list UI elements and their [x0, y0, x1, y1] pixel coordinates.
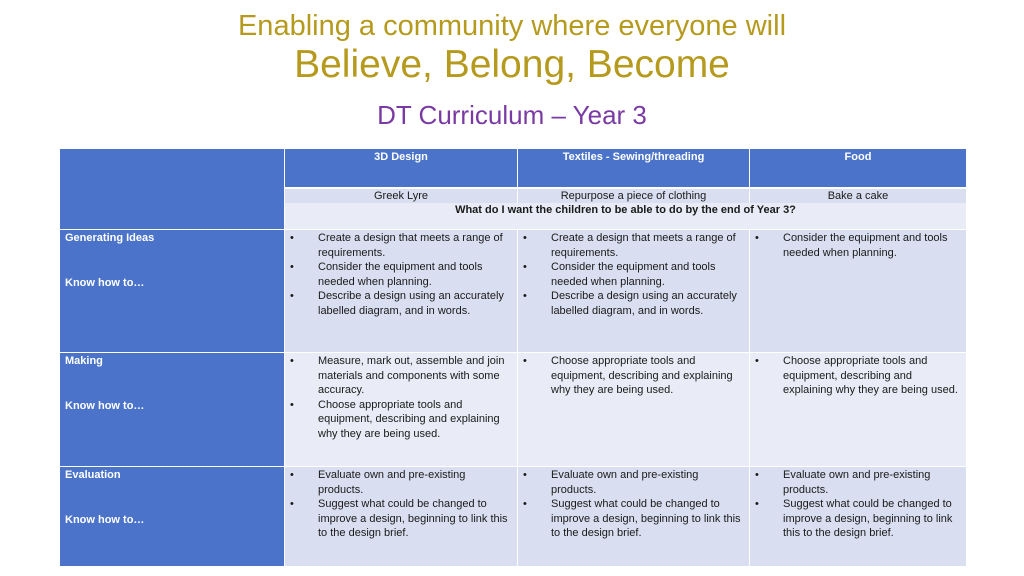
list-item: • Choose appropriate tools and equipment, describing and explaining why they are being used. [285, 398, 511, 442]
cell-making-textiles [518, 353, 749, 466]
title-line-1: Enabling a community where everyone will [237, 10, 787, 42]
project-textiles: Repurpose a piece of clothing [518, 189, 749, 203]
list-item: • Suggest what could be changed to improve a design, beginning to link this to the design brief. [285, 497, 511, 541]
cell-making-food [750, 353, 966, 466]
column-header-food: Food [750, 149, 966, 187]
title-line-2: Believe, Belong, Become [294, 43, 730, 86]
question-row: What do I want the children to be able to do by the end of Year 3? [285, 203, 966, 229]
list-item: • Create a design that meets a range of requirements. [285, 231, 511, 260]
table-corner-cell [60, 149, 284, 229]
row-sublabel: Know how to… [65, 399, 145, 412]
cell-evaluation-food [750, 467, 966, 566]
list-item: • Evaluate own and pre-existing products. [750, 468, 960, 497]
list-item: • Measure, mark out, assemble and join materials and components with some accuracy. [285, 354, 511, 398]
list-item: • Choose appropriate tools and equipment, describing and explaining why they are being used. [518, 354, 743, 398]
row-title: Making [65, 355, 103, 367]
list-item: • Suggest what could be changed to improve a design, beginning to link this to the design brief. [750, 497, 960, 541]
row-label-evaluation [60, 467, 284, 566]
list-item: • Create a design that meets a range of requirements. [518, 231, 743, 260]
list-item: • Consider the equipment and tools needed when planning. [750, 231, 960, 260]
cell-evaluation-3d-design [285, 467, 517, 566]
list-item: • Evaluate own and pre-existing products. [518, 468, 743, 497]
list-item: • Evaluate own and pre-existing products. [285, 468, 511, 497]
list-item: • Choose appropriate tools and equipment, describing and explaining why they are being used. [750, 354, 960, 398]
column-header-textiles: Textiles - Sewing/threading [518, 149, 749, 187]
cell-generating-textiles [518, 230, 749, 352]
row-label-generating-ideas [60, 230, 284, 352]
column-header-3d-design: 3D Design [285, 149, 517, 187]
list-item: • Consider the equipment and tools needed when planning. [518, 260, 743, 289]
project-3d-design: Greek Lyre [285, 189, 517, 203]
list-item: • Consider the equipment and tools needed when planning. [285, 260, 511, 289]
cell-making-3d-design [285, 353, 517, 466]
project-food: Bake a cake [750, 189, 966, 203]
row-label-making [60, 353, 284, 466]
row-sublabel: Know how to… [65, 513, 145, 526]
list-item: • Describe a design using an accurately labelled diagram, and in words. [285, 289, 511, 318]
cell-evaluation-textiles [518, 467, 749, 566]
list-item: • Suggest what could be changed to improve a design, beginning to link this to the design brief. [518, 497, 743, 541]
page-subtitle: DT Curriculum – Year 3 [377, 100, 647, 130]
row-title: Generating Ideas [65, 232, 155, 244]
list-item: • Describe a design using an accurately labelled diagram, and in words. [518, 289, 743, 318]
cell-generating-3d-design [285, 230, 517, 352]
row-title: Evaluation [65, 469, 121, 481]
row-sublabel: Know how to… [65, 276, 145, 289]
cell-generating-food [750, 230, 966, 352]
